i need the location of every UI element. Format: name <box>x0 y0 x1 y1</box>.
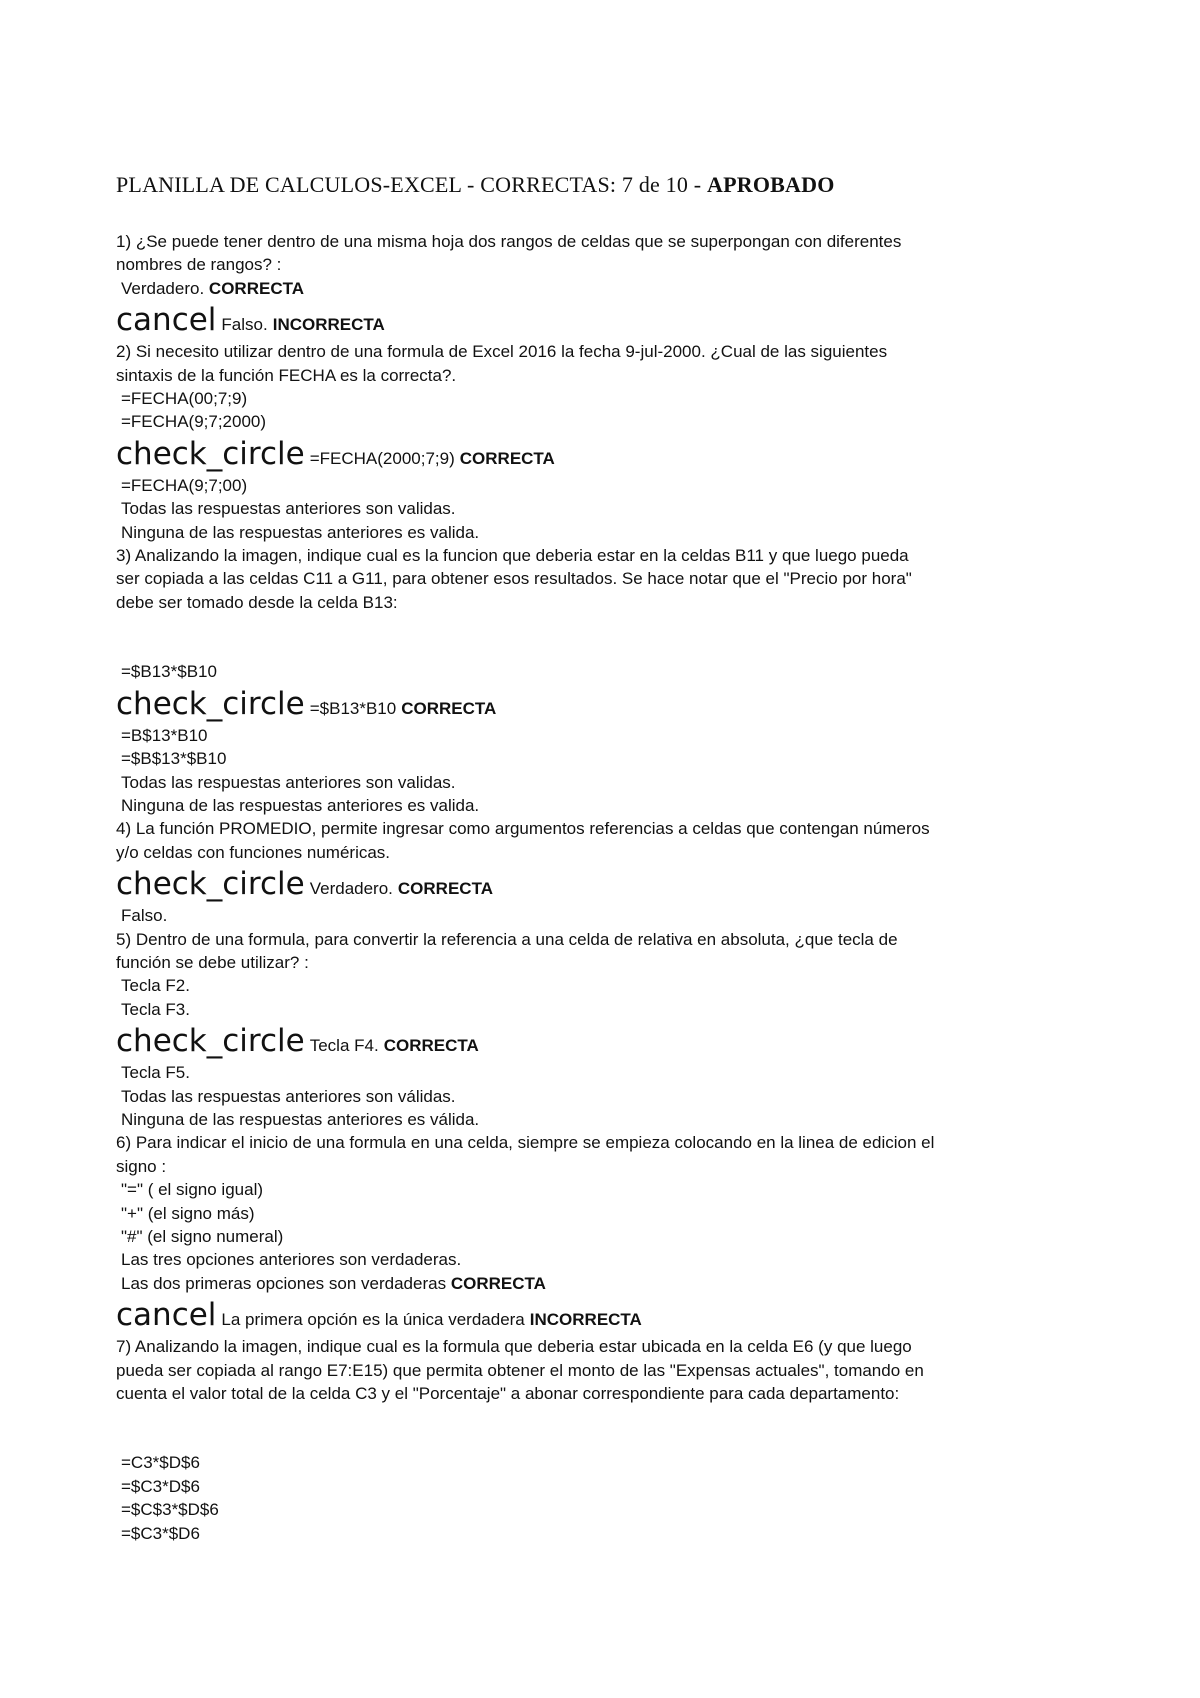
answer-option: =C3*$D$6 <box>121 1453 200 1473</box>
incorrect-label: INCORRECTA <box>272 315 385 335</box>
answer-option: Las tres opciones anteriores son verdaderas. <box>121 1250 462 1270</box>
answer-option: Tecla F3. <box>121 999 190 1019</box>
status-badge: APROBADO <box>707 172 835 197</box>
correct-label: CORRECTA <box>450 1273 546 1293</box>
answer-option: Verdadero. CORRECTA <box>121 278 304 298</box>
incorrect-label: INCORRECTA <box>529 1310 642 1330</box>
correct-label: CORRECTA <box>397 879 493 899</box>
answer-option: Ninguna de las respuestas anteriores es valida. <box>121 522 480 542</box>
answer-option-selected: check_circle =$B13*B10 CORRECTA <box>116 684 1096 724</box>
question-6-text-cont: signo : <box>116 1156 167 1176</box>
answer-option: "=" ( el signo igual) <box>121 1180 264 1200</box>
correct-label: CORRECTA <box>401 698 497 718</box>
answer-option: Tecla F5. <box>121 1063 190 1083</box>
answer-option: =$C3*$D6 <box>121 1523 200 1543</box>
answer-option: Todas las respuestas anteriores son válidas. <box>121 1086 456 1106</box>
check-circle-icon: check_circle <box>116 685 305 722</box>
image-placeholder <box>116 614 1096 660</box>
question-4-text-cont: y/o celdas con funciones numéricas. <box>116 842 391 862</box>
question-7-text-cont: pueda ser copiada al rango E7:E15) que permita obtener el monto de las "Expensas actuales", tomando en <box>116 1360 924 1380</box>
answer-option: Todas las respuestas anteriores son validas. <box>121 772 456 792</box>
answer-option-selected: check_circle Verdadero. CORRECTA <box>116 864 1096 904</box>
answer-option: Las dos primeras opciones son verdaderas CORRECTA <box>121 1273 546 1293</box>
answer-option: =FECHA(00;7;9) <box>121 389 248 409</box>
question-7-text: 7) Analizando la imagen, indique cual es la formula que deberia estar ubicada en la celda E6 (y que luego <box>116 1337 912 1357</box>
question-7-text-cont: cuenta el valor total de la celda C3 y el "Porcentaje" a abonar correspondiente para cada departamento: <box>116 1384 900 1404</box>
correct-label: CORRECTA <box>459 448 555 468</box>
question-4-text: 4) La función PROMEDIO, permite ingresar como argumentos referencias a celdas que contengan números <box>116 819 930 839</box>
answer-option: Falso. <box>121 906 168 926</box>
answer-option: =$C$3*$D$6 <box>121 1500 219 1520</box>
answer-option: =B$13*B10 <box>121 725 208 745</box>
check-circle-icon: check_circle <box>116 1023 305 1060</box>
question-3-text-cont: ser copiada a las celdas C11 a G11, para obtener esos resultados. Se hace notar que el "Precio por hora" <box>116 569 912 589</box>
answer-option: =FECHA(9;7;00) <box>121 475 248 495</box>
exam-results-page <box>116 172 1096 1545</box>
image-placeholder <box>116 1405 1096 1451</box>
answer-option: Tecla F2. <box>121 976 190 996</box>
question-2-text-cont: sintaxis de la función FECHA es la correcta?. <box>116 365 457 385</box>
answer-option: =$C3*D$6 <box>121 1476 200 1496</box>
question-1-text-cont: nombres de rangos? : <box>116 255 282 275</box>
correct-label: CORRECTA <box>383 1036 479 1056</box>
correct-label: CORRECTA <box>208 278 304 298</box>
cancel-icon: cancel <box>116 302 217 339</box>
question-6-text: 6) Para indicar el inicio de una formula en una celda, siempre se empieza colocando en la linea de edicion el <box>116 1133 935 1153</box>
question-3-text-cont: debe ser tomado desde la celda B13: <box>116 592 398 612</box>
question-5-text-cont: función se debe utilizar? : <box>116 952 309 972</box>
answer-option: "+" (el signo más) <box>121 1203 255 1223</box>
question-3-text: 3) Analizando la imagen, indique cual es la funcion que deberia estar en la celdas B11 y que luego pueda <box>116 546 909 566</box>
question-5-text: 5) Dentro de una formula, para convertir la referencia a una celda de relativa en absoluta, ¿que tecla de <box>116 929 898 949</box>
answer-option: Ninguna de las respuestas anteriores es valida. <box>121 795 480 815</box>
answer-option: Todas las respuestas anteriores son validas. <box>121 499 456 519</box>
check-circle-icon: check_circle <box>116 435 305 472</box>
answer-option: "#" (el signo numeral) <box>121 1227 284 1246</box>
question-1-text: 1) ¿Se puede tener dentro de una misma hoja dos rangos de celdas que se superpongan con diferentes <box>116 232 902 251</box>
answer-option: =$B13*$B10 <box>121 662 217 682</box>
answer-option: Ninguna de las respuestas anteriores es válida. <box>121 1109 480 1129</box>
answer-option-selected: check_circle Tecla F4. CORRECTA <box>116 1021 1096 1061</box>
answer-option-selected: check_circle =FECHA(2000;7;9) CORRECTA <box>116 434 1096 474</box>
cancel-icon: cancel <box>116 1297 217 1334</box>
check-circle-icon: check_circle <box>116 866 305 903</box>
answer-option: =FECHA(9;7;2000) <box>121 412 267 432</box>
page-title: PLANILLA DE CALCULOS-EXCEL - CORRECTAS: 7 de 10 - APROBADO <box>116 172 835 197</box>
question-2-text: 2) Si necesito utilizar dentro de una formula de Excel 2016 la fecha 9-jul-2000. ¿Cual de las siguientes <box>116 342 888 362</box>
answer-option: =$B$13*$B10 <box>121 749 227 769</box>
answer-option-selected: cancel La primera opción es la única verdadera INCORRECTA <box>116 1295 1096 1335</box>
answer-option-selected: cancel Falso. INCORRECTA <box>116 300 1096 340</box>
